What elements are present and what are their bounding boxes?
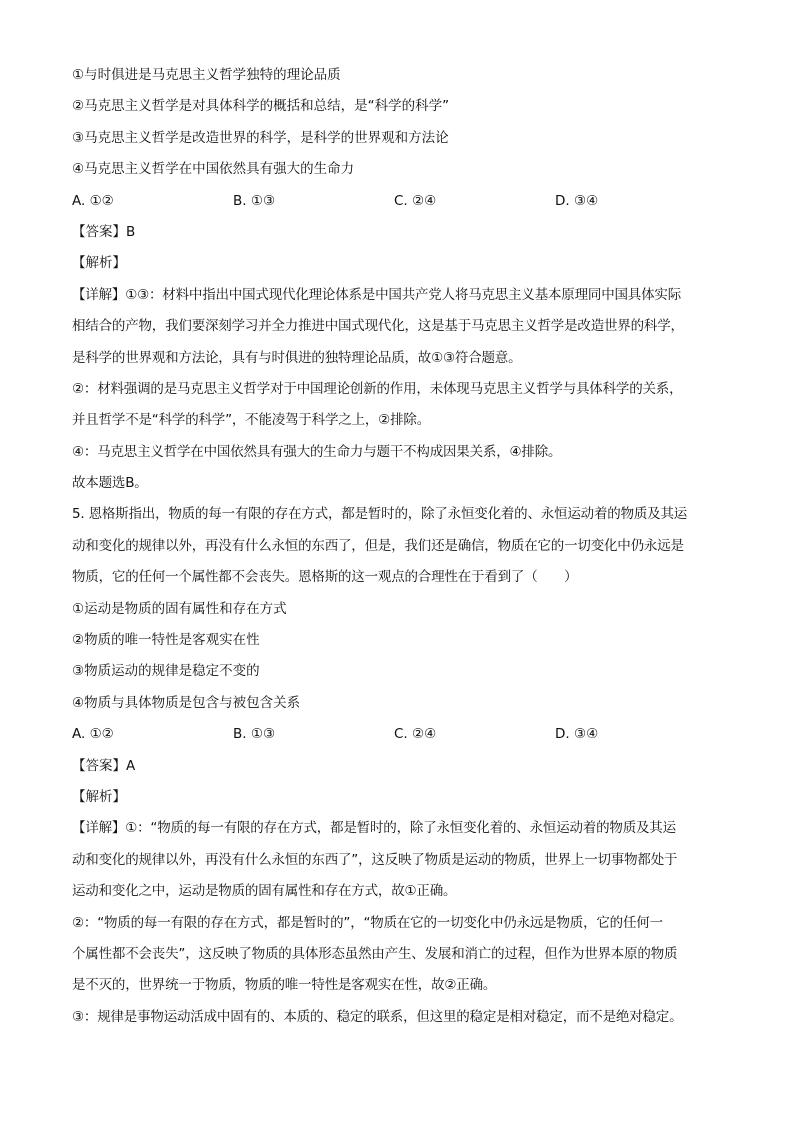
q5-option-b: B. ①③: [233, 726, 276, 743]
q5-options: [72, 725, 724, 756]
q4-item-2: ②马克思主义哲学是对具体科学的概括和总结，是“科学的科学”: [72, 98, 450, 115]
q5-item-1: ①运动是物质的固有属性和存在方式: [72, 600, 287, 617]
q4-detail-line: ②：材料强调的是马克思主义哲学对于中国理论创新的作用，未体现马克思主义哲学与具体科学的关系，: [72, 380, 683, 397]
q4-item-1: ①与时俱进是马克思主义哲学独特的理论品质: [72, 67, 341, 83]
q5-detail-line: 个属性都不会丧失”，这反映了物质的具体形态虽然由产生、发展和消亡的过程，但作为世界本原的物质: [72, 945, 678, 962]
q5-item-2: ②物质的唯一特性是客观实在性: [72, 632, 260, 649]
q5-detail-line: ②：“物质的每一有限的存在方式，都是暂时的”，“物质在它的一切变化中仍永远是物质，它的任何一: [72, 914, 663, 931]
q5-detail-line: 运动和变化之中，运动是物质的固有属性和存在方式，故①正确。: [72, 883, 457, 900]
q5-analysis-heading: 【解析】: [72, 788, 126, 805]
q4-option-b: B. ①③: [233, 192, 276, 209]
q5-item-3: ③物质运动的规律是稳定不变的: [72, 663, 260, 680]
q4-detail-line: 相结合的产物，我们要深刻学习并全力推进中国式现代化，这是基于马克思主义哲学是改造世界的科学，: [72, 318, 684, 335]
q5-detail-line: 【详解】①：“物质的每一有限的存在方式，都是暂时的，除了永恒变化着的、永恒运动着的物质及其运: [72, 820, 676, 837]
q5-item-4: ④物质与具体物质是包含与被包含关系: [72, 694, 301, 711]
q4-option-d: D. ③④: [555, 192, 599, 209]
q5-stem-line: 动和变化的规律以外，再没有什么永恒的东西了，但是，我们还是确信，物质在它的一切变化中仍永远是: [72, 537, 684, 554]
q5-option-d: D. ③④: [555, 726, 599, 743]
document-content: [72, 66, 724, 1039]
q4-item-4: ④马克思主义哲学在中国依然具有强大的生命力: [72, 161, 355, 178]
q5-detail-line: 动和变化的规律以外，再没有什么永恒的东西了”，这反映了物质是运动的物质，世界上一切事物都处于: [72, 851, 678, 868]
q4-detail-line: 【详解】①③：材料中指出中国式现代化理论体系是中国共产党人将马克思主义基本原理同中国具体实际: [72, 286, 682, 303]
q4-option-a: A. ①②: [72, 192, 114, 209]
q4-options: [72, 192, 724, 223]
q5-stem-line: 5. 恩格斯指出，物质的每一有限的存在方式，都是暂时的，除了永恒变化着的、永恒运动着的物质及其运: [72, 506, 688, 523]
q4-detail-line: 并且哲学不是“科学的科学”，不能凌驾于科学之上，②排除。: [72, 412, 430, 429]
q4-detail-line: ④：马克思主义哲学在中国依然具有强大的生命力与题干不构成因果关系，④排除。: [72, 443, 562, 460]
q5-option-a: A. ①②: [72, 726, 114, 743]
q4-item-3: ③马克思主义哲学是改造世界的科学，是科学的世界观和方法论: [72, 129, 449, 146]
q5-detail-line: 是不灭的，世界统一于物质，物质的唯一特性是客观实在性，故②正确。: [72, 977, 497, 994]
q5-answer: 【答案】A: [72, 757, 136, 774]
q5-stem-line: 物质，它的任何一个属性都不会丧失。恩格斯的这一观点的合理性在于看到了（ ）: [72, 569, 578, 586]
q5-option-c: C. ②④: [394, 726, 437, 743]
q5-detail-line: ③：规律是事物运动活成中固有的、本质的、稳定的联系，但这里的稳定是相对稳定，而不是绝对稳定。: [72, 1008, 683, 1025]
q4-detail-line: 故本题选B。: [72, 475, 148, 492]
q4-answer: 【答案】B: [72, 223, 136, 240]
q4-detail-line: 是科学的世界观和方法论，具有与时俱进的独特理论品质，故①③符合题意。: [72, 349, 522, 366]
q4-analysis-heading: 【解析】: [72, 255, 126, 272]
q4-option-c: C. ②④: [394, 192, 437, 209]
